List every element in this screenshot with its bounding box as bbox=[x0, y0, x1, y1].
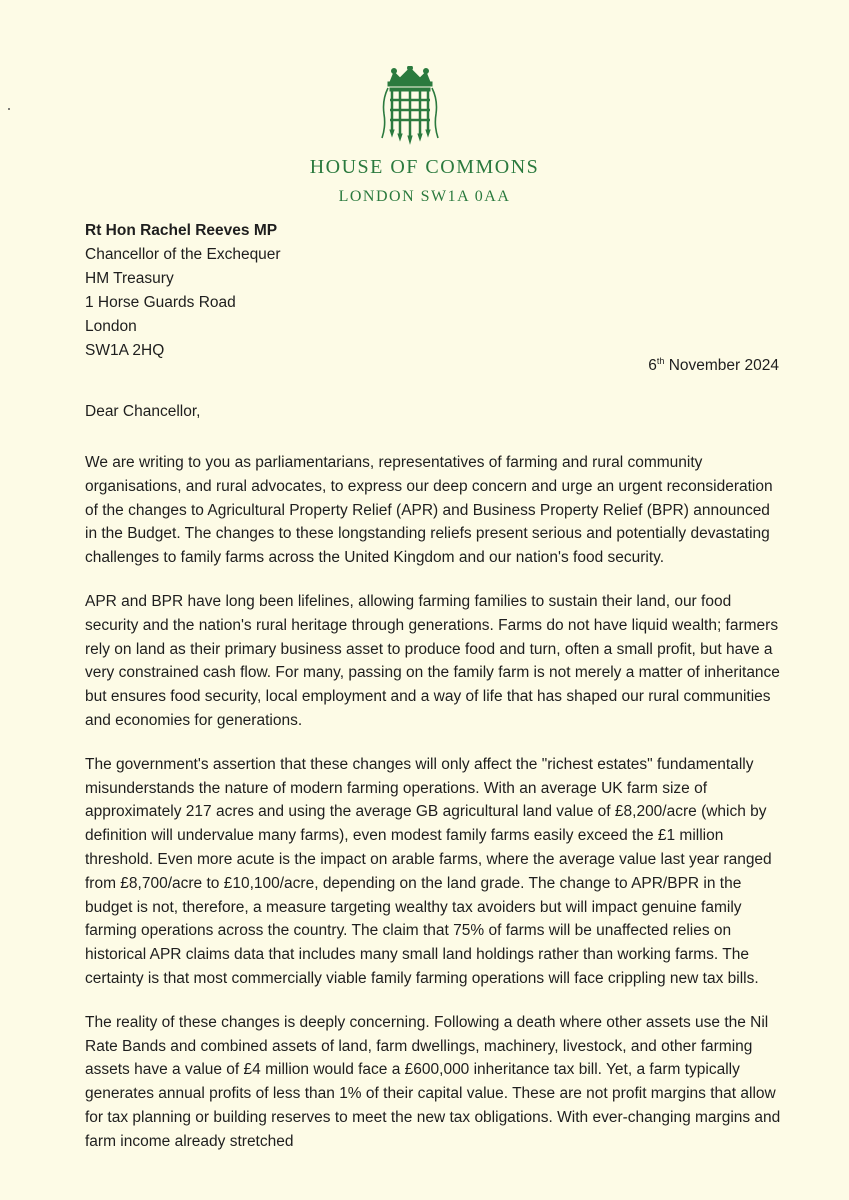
body-paragraph: APR and BPR have long been lifelines, allowing farming families to sustain their land, our food security and the nation's rural heritage through generations. Farms do not have liquid wealth; farmers rely on land as their primary business asset to produce food and turn, often a small profit, but have a very constrained cash flow. For many, passing on the family farm is not merely a matter of inheritance but ensures food security, local employment and a way of life that has shaped our rural communities and economies for generations. bbox=[85, 592, 780, 729]
body-paragraph: The government's assertion that these changes will only affect the "richest estates" fundamentally misunderstands the nature of modern farming operations. With an average UK farm size of approximately 217 acres and using the average GB agricultural land value of £8,200/acre (which by definition will undervalue many farms), even modest family farms easily exceed the £1 million threshold. Even more acute is the impact on arable farms, where the average value last year ranged from £8,700/acre to £10,100/acre, depending on the land grade. The change to APR/BPR in the budget is not, therefore, a measure targeting wealthy tax avoiders but will impact genuine family farming operations across the country. The claim that 75% of farms will be unaffected relies on historical APR claims data that includes many small land holdings rather than working farms. The certainty is that most commercially viable family farming operations will face crippling new tax bills. bbox=[85, 755, 772, 987]
recipient-line: London bbox=[85, 318, 137, 335]
body-paragraph: The reality of these changes is deeply concerning. Following a death where other assets use the Nil Rate Bands and combined assets of land, farm dwellings, machinery, livestock, and other farming assets have a value of £4 million would face a £600,000 inheritance tax bill. Yet, a farm typically generates annual profits of less than 1% of their capital value. These are not profit margins that allow for tax planning or building reserves to meet the new tax obligations. With ever-changing margins and farm income already stretched bbox=[85, 1013, 781, 1150]
date-day: 6 bbox=[648, 357, 657, 375]
recipient-block bbox=[85, 219, 281, 363]
scan-speck bbox=[8, 108, 10, 110]
recipient-line: 1 Horse Guards Road bbox=[85, 294, 236, 311]
body-paragraph: We are writing to you as parliamentarians, representatives of farming and rural community organisations, and rural advocates, to express our deep concern and urge an urgent reconsideration of the changes to Agricultural Property Relief (APR) and Business Property Relief (BPR) announced in the Budget. The changes to these longstanding reliefs present serious and potentially devastating challenges to family farms across the United Kingdom and our nation's food security. bbox=[85, 454, 773, 567]
recipient-line: HM Treasury bbox=[85, 270, 174, 287]
house-address: LONDON SW1A 0AA bbox=[338, 188, 511, 205]
date-suffix: th bbox=[656, 356, 665, 366]
portcullis-crest-icon bbox=[378, 66, 442, 146]
date-rest: November 2024 bbox=[664, 357, 779, 375]
letter-date bbox=[648, 356, 779, 375]
recipient-name: Rt Hon Rachel Reeves MP bbox=[85, 222, 278, 239]
recipient-line: SW1A 2HQ bbox=[85, 342, 165, 359]
letter-body bbox=[85, 451, 781, 1174]
salutation: Dear Chancellor, bbox=[85, 403, 201, 420]
recipient-line: Chancellor of the Exchequer bbox=[85, 246, 281, 263]
house-name: HOUSE OF COMMONS bbox=[309, 156, 540, 178]
